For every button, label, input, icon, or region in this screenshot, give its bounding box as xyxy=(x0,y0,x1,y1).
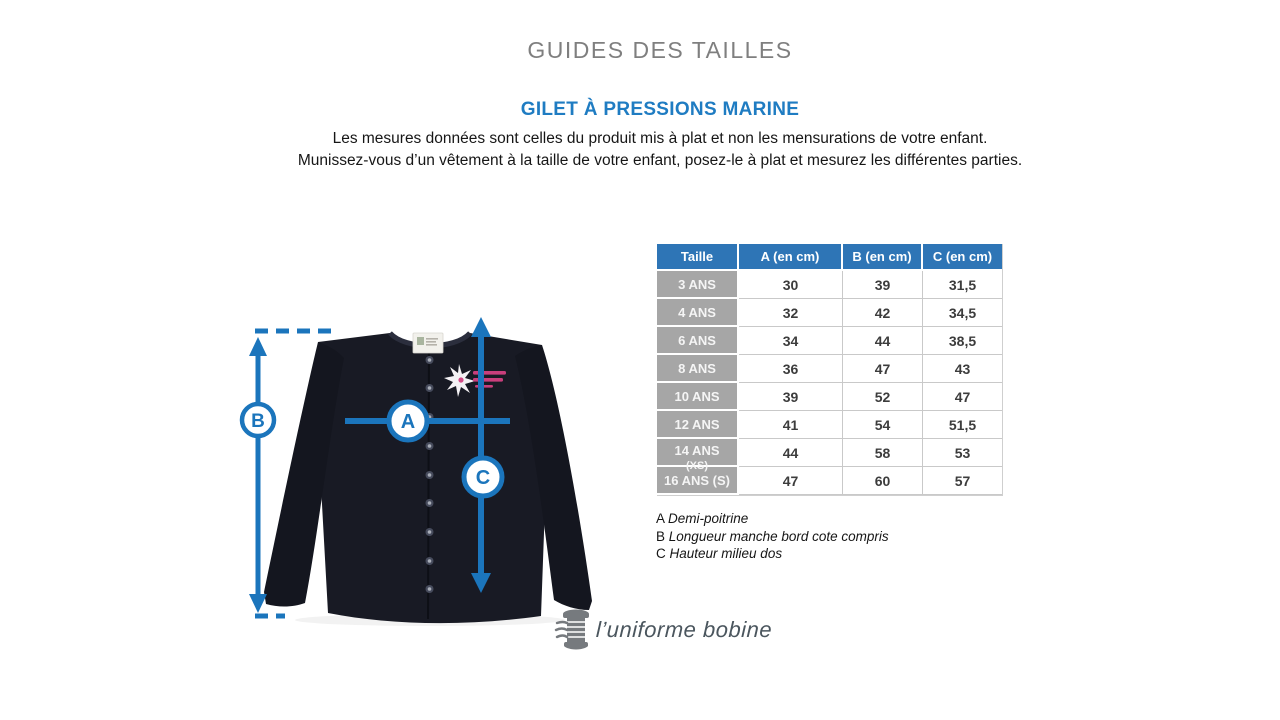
table-row xyxy=(657,383,1002,411)
size-cell-label: 16 ANS (S) xyxy=(664,472,730,488)
cardigan-body xyxy=(318,333,547,623)
value-cell: 39 xyxy=(843,271,923,299)
value-cell: 34 xyxy=(739,327,843,355)
size-table xyxy=(657,244,1003,496)
value-cell: 53 xyxy=(923,439,1002,467)
value-cell: 41 xyxy=(739,411,843,439)
value-cell: 42 xyxy=(843,299,923,327)
value-cell: 47 xyxy=(923,383,1002,411)
size-cell-sublabel: (XS) xyxy=(686,460,708,472)
size-cell xyxy=(657,411,739,439)
cardigan-illustration xyxy=(264,333,592,623)
col-header-a: A (en cm) xyxy=(739,244,843,271)
marker-letter-c: C xyxy=(475,467,491,489)
table-row xyxy=(657,327,1002,355)
size-table-header-row xyxy=(657,244,1002,271)
table-row xyxy=(657,299,1002,327)
size-cell-label: 6 ANS xyxy=(678,332,716,348)
measurement-legend xyxy=(656,510,889,563)
size-cell xyxy=(657,299,739,327)
marker-letter-b: B xyxy=(251,411,265,432)
value-cell: 57 xyxy=(923,467,1002,495)
legend-line-b xyxy=(656,528,889,546)
value-cell: 51,5 xyxy=(923,411,1002,439)
size-cell-label: 3 ANS xyxy=(678,276,716,292)
legend-line-a xyxy=(656,510,889,528)
marker-letter-a: A xyxy=(400,411,416,433)
value-cell: 54 xyxy=(843,411,923,439)
size-cell xyxy=(657,271,739,299)
col-header-b: B (en cm) xyxy=(843,244,923,271)
legend-letter: B xyxy=(656,528,666,544)
product-subtitle: GILET À PRESSIONS MARINE xyxy=(520,99,800,120)
value-cell: 39 xyxy=(739,383,843,411)
value-cell: 34,5 xyxy=(923,299,1002,327)
measurement-diagram xyxy=(230,300,610,630)
size-cell xyxy=(657,327,739,355)
collar-label xyxy=(413,333,443,353)
value-cell: 58 xyxy=(843,439,923,467)
size-table-body xyxy=(657,271,1002,495)
table-row xyxy=(657,467,1002,495)
value-cell: 60 xyxy=(843,467,923,495)
page-title: GUIDES DES TAILLES xyxy=(527,37,793,63)
value-cell: 44 xyxy=(843,327,923,355)
size-cell xyxy=(657,383,739,411)
value-cell: 30 xyxy=(739,271,843,299)
bobbin-icon xyxy=(556,606,592,654)
legend-line-c xyxy=(656,545,889,563)
value-cell: 32 xyxy=(739,299,843,327)
size-cell-label: 8 ANS xyxy=(678,360,716,376)
col-header-taille: Taille xyxy=(657,244,739,271)
cardigan-diagram-svg xyxy=(230,300,610,630)
value-cell: 44 xyxy=(739,439,843,467)
table-row xyxy=(657,439,1002,467)
size-cell xyxy=(657,355,739,383)
brand-logo xyxy=(556,606,772,654)
col-header-c: C (en cm) xyxy=(923,244,1002,271)
size-cell-label: 14 ANS xyxy=(674,443,720,458)
size-table-wrap xyxy=(657,244,1003,496)
legend-text: Longueur manche bord cote compris xyxy=(668,528,889,544)
value-cell: 52 xyxy=(843,383,923,411)
legend-letter: A xyxy=(656,511,665,526)
legend-text: Hauteur milieu dos xyxy=(669,546,783,561)
value-cell: 38,5 xyxy=(923,327,1002,355)
size-cell-label: 12 ANS xyxy=(674,416,720,432)
table-row xyxy=(657,411,1002,439)
value-cell: 43 xyxy=(923,355,1002,383)
legend-text: Demi-poitrine xyxy=(668,511,749,526)
brand-logo-text: l’uniforme bobine xyxy=(595,617,773,642)
legend-letter: C xyxy=(656,546,666,561)
size-cell-label: 4 ANS xyxy=(678,304,716,320)
description-line-1: Les mesures données sont celles du produit mis à plat et non les mensurations de votre enfant. xyxy=(332,130,988,147)
value-cell: 31,5 xyxy=(923,271,1002,299)
size-cell xyxy=(657,439,739,472)
table-row xyxy=(657,355,1002,383)
size-cell-label: 10 ANS xyxy=(674,388,720,404)
value-cell: 47 xyxy=(739,467,843,495)
table-row xyxy=(657,271,1002,299)
description-line-2: Munissez-vous d’un vêtement à la taille de votre enfant, posez-le à plat et mesurez les différentes parties. xyxy=(297,152,1023,169)
value-cell: 36 xyxy=(739,355,843,383)
value-cell: 47 xyxy=(843,355,923,383)
